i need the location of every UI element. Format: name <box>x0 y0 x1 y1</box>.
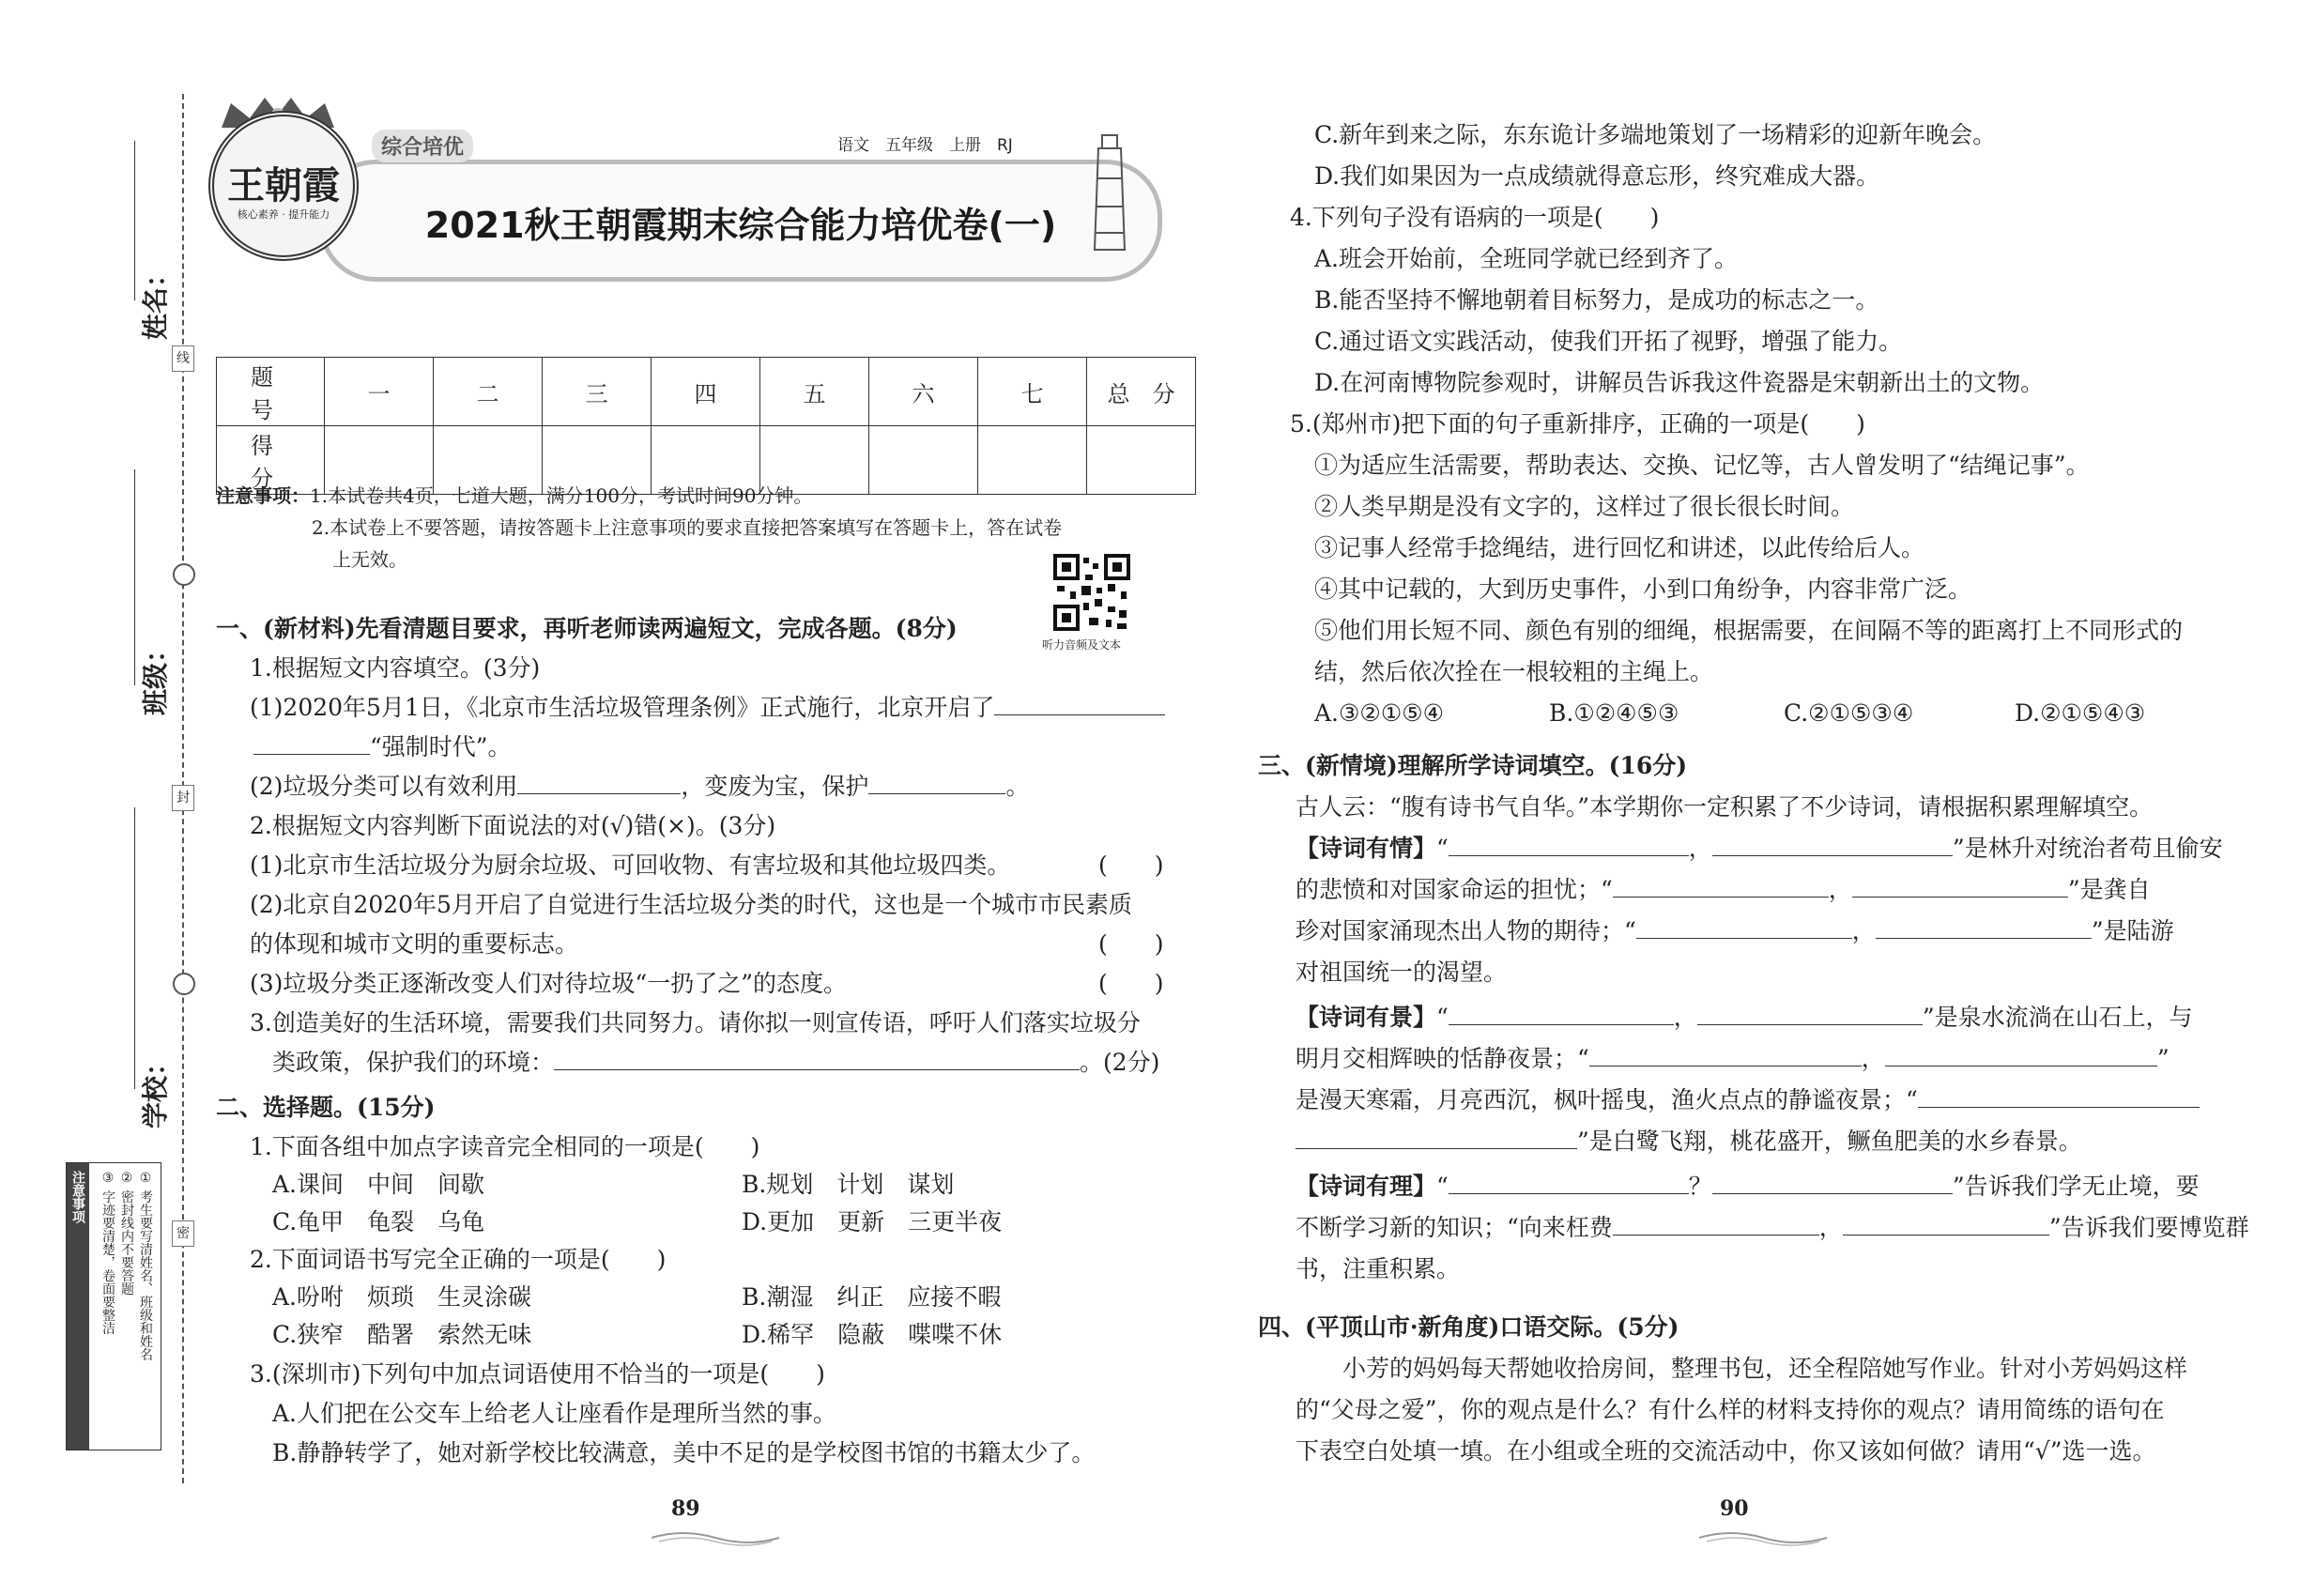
judge-paren[interactable]: ( ) <box>1098 970 1164 997</box>
judge-paren[interactable]: ( ) <box>1098 852 1164 879</box>
class-label: 班级： <box>140 636 172 716</box>
score-cell: 得 分 <box>217 426 325 495</box>
score-cell: 题 号 <box>217 358 325 426</box>
choice-1: 1.下面各组中加点字读音完全相同的一项是( ) <box>250 1133 760 1160</box>
score-table-header-row <box>217 358 1196 426</box>
page-number-right: 90 <box>1720 1496 1749 1521</box>
choice-option[interactable]: A.班会开始前，全班同学就已经到齐了。 <box>1314 245 1739 272</box>
choice-option[interactable]: A.人们把在公交车上给老人让座看作是理所当然的事。 <box>272 1400 837 1427</box>
score-input-cell[interactable] <box>1087 426 1196 495</box>
section-4-text: 的“父母之爱”，你的观点是什么？有什么样的材料支持你的观点？请用简练的语句在 <box>1296 1396 2165 1423</box>
score-table <box>216 357 1196 495</box>
poem-text: ”是林升对统治者苟且偷安 <box>1952 835 2223 862</box>
poem-emotion-line-4: 对祖国统一的渴望。 <box>1296 959 1508 986</box>
question-1-2-end: 。 <box>1005 773 1030 800</box>
poem-text: 珍对国家涌现杰出人物的期待；“ <box>1296 917 1636 944</box>
question-3-end: 。(2分) <box>1080 1049 1160 1076</box>
quote-mark: “ <box>1436 1173 1449 1200</box>
poem-text: ”是泉水流淌在山石上，与 <box>1922 1004 2193 1031</box>
comma: ， <box>1818 1214 1843 1241</box>
choice-option[interactable]: C.新年到来之际，东东诡计多端地策划了一场精彩的迎新年晚会。 <box>1314 121 1997 148</box>
brand-logo <box>208 111 359 261</box>
comma: ， <box>1861 1045 1885 1072</box>
score-cell: 五 <box>760 358 869 426</box>
page-number-left: 89 <box>671 1496 700 1521</box>
answer-blank[interactable] <box>1296 1128 1577 1149</box>
answer-blank[interactable] <box>1589 1045 1862 1067</box>
section-2-title: 二、选择题。(15分) <box>216 1094 436 1121</box>
answer-blank[interactable] <box>994 694 1165 715</box>
choice-option[interactable]: B.规划 计划 谋划 <box>742 1171 955 1198</box>
comma: ， <box>1673 1004 1697 1031</box>
answer-blank[interactable] <box>1697 1004 1923 1025</box>
poem-emotion-line-1 <box>1296 832 2223 866</box>
qr-code-icon[interactable] <box>1053 554 1130 631</box>
side-notice-items <box>99 1171 155 1443</box>
question-3-cont <box>272 1046 1159 1080</box>
answer-blank[interactable] <box>1449 1004 1674 1025</box>
score-cell: 二 <box>434 358 543 426</box>
question-1-1-text: (1)2020年5月1日，《北京市生活垃圾管理条例》正式施行，北京开启了 <box>250 694 995 721</box>
poem-text: ”是龚自 <box>2067 876 2151 903</box>
section-4-text: 小芳的妈妈每天帮她收拾房间，整理书包，还全程陪她写作业。针对小芳妈妈这样 <box>1342 1355 2188 1382</box>
poem-reason-line-3: 书，注重积累。 <box>1296 1255 1461 1282</box>
judge-paren[interactable]: ( ) <box>1098 930 1164 958</box>
comma: ， <box>1688 835 1712 862</box>
brand-logo-sub: 核心素养 · 提升能力 <box>237 208 330 221</box>
notes-line-2: 2.本试卷上不要答题，请按答题卡上注意事项的要求直接把答案填写在答题卡上，答在试卷 <box>312 516 1063 539</box>
poem-text: 明月交相辉映的恬静夜景；“ <box>1296 1045 1589 1072</box>
question-2: 2.根据短文内容判断下面说法的对(√)错(×)。(3分) <box>250 812 776 839</box>
poem-emotion-line-3 <box>1296 914 2174 948</box>
section-4-title: 四、(平顶山市·新角度)口语交际。(5分) <box>1258 1313 1679 1341</box>
section-tag: 综合培优 <box>372 130 473 162</box>
section-3-intro: 古人云：“腹有诗书气自华。”本学期你一定积累了不少诗词，请根据积累理解填空。 <box>1296 793 2154 821</box>
answer-blank[interactable] <box>1712 835 1953 856</box>
question-1: 1.根据短文内容填空。(3分) <box>250 654 541 682</box>
notes-label: 注意事项： <box>216 484 310 507</box>
choice-option[interactable]: D.在河南博物院参观时，讲解员告诉我这件瓷器是宋朝新出土的文物。 <box>1314 369 2045 396</box>
answer-blank[interactable] <box>1636 917 1852 939</box>
notes-line-1 <box>216 479 812 513</box>
side-notice-item: ② 密封线内不要答题 <box>119 1171 134 1296</box>
question-1-1-cont <box>253 730 512 764</box>
section-1-title: 一、(新材料)先看清题目要求，再听老师读两遍短文，完成各题。(8分) <box>216 615 958 642</box>
sentence-item: ①为适应生活需要，帮助表达、交换、记忆等，古人曾发明了“结绳记事”。 <box>1314 452 2090 479</box>
sentence-item-cont: 结，然后依次拴在一根较粗的主绳上。 <box>1314 658 1714 685</box>
poem-scene-line-4 <box>1296 1125 2082 1159</box>
poem-text: 不断学习新的知识；“向来枉费 <box>1296 1214 1613 1241</box>
school-line <box>134 807 135 1089</box>
quote-mark: “ <box>1436 835 1449 862</box>
answer-blank[interactable] <box>1843 1214 2049 1235</box>
page-title: 2021秋王朝霞期末综合能力培优卷(一) <box>424 205 1057 246</box>
qr-caption: 听力音频及文本 <box>1042 638 1122 652</box>
choice-option[interactable]: D.更加 更新 三更半夜 <box>742 1208 1003 1235</box>
brand-logo-name: 王朝霞 <box>227 163 340 207</box>
sentence-item: ⑤他们用长短不同、颜色有别的细绳，根据需要，在间隔不等的距离打上不同形式的 <box>1314 617 2184 644</box>
poem-text: ”是白鹭飞翔，桃花盛开，鳜鱼肥美的水乡春景。 <box>1577 1128 2082 1155</box>
question-3-text: 类政策，保护我们的环境： <box>272 1049 555 1076</box>
answer-blank[interactable] <box>868 773 1005 794</box>
question-2-1: (1)北京市生活垃圾分为厨余垃圾、可回收物、有害垃圾和其他垃圾四类。 <box>250 852 1011 879</box>
poem-reason-line-2 <box>1296 1211 2249 1245</box>
choice-option[interactable]: B.静静转学了，她对新学校比较满意，美中不足的是学校图书馆的书籍太少了。 <box>272 1439 1096 1466</box>
cut-mark-seal: 封 <box>172 785 194 811</box>
poem-text: ” <box>2156 1045 2170 1072</box>
poem-reason-label: 【诗词有理】 <box>1296 1173 1437 1200</box>
poem-scene-line-1 <box>1296 1001 2193 1035</box>
score-cell: 总 分 <box>1087 358 1196 426</box>
score-cell: 七 <box>978 358 1087 426</box>
choice-2: 2.下面词语书写完全正确的一项是( ) <box>250 1246 667 1273</box>
poem-scene-line-3 <box>1296 1083 2200 1117</box>
section-3-title: 三、(新情境)理解所学诗词填空。(16分) <box>1258 752 1688 779</box>
poem-text: ”是陆游 <box>2091 917 2174 944</box>
choice-option[interactable]: D.稀罕 隐蔽 喋喋不休 <box>742 1321 1003 1348</box>
choice-option[interactable]: A.吩咐 烦琐 生灵涂碳 <box>272 1283 532 1311</box>
poem-scene-line-2 <box>1296 1042 2170 1076</box>
question-3: 3.创造美好的生活环境，需要我们共同努力。请你拟一则宣传语，呼吁人们落实垃圾分 <box>250 1009 1141 1036</box>
question-1-1-tail: “强制时代”。 <box>370 733 512 760</box>
lighthouse-icon <box>1089 131 1130 253</box>
binding-hole-icon <box>173 973 195 995</box>
comma: ， <box>1828 876 1852 903</box>
score-cell: 四 <box>652 358 760 426</box>
side-notice-item: ③ 字迹要清楚，卷面要整洁 <box>100 1171 115 1335</box>
choice-option[interactable]: B.①②④⑤③ <box>1549 699 1679 727</box>
side-notice-head: 注意事项 <box>70 1171 85 1223</box>
answer-blank[interactable] <box>1852 876 2068 898</box>
question-1-2-text: (2)垃圾分类可以有效利用 <box>250 773 518 800</box>
question-1-1 <box>250 691 1165 725</box>
cut-mark-line: 线 <box>172 345 194 372</box>
subject-info: 语文 五年级 上册 RJ <box>837 136 1013 155</box>
choice-option[interactable]: D.我们如果因为一点成绩就得意忘形，终究难成大器。 <box>1314 162 1880 190</box>
choice-3: 3.(深圳市)下列句中加点词语使用不恰当的一项是( ) <box>250 1360 825 1388</box>
choice-option[interactable]: A.课间 中间 间歇 <box>272 1171 485 1198</box>
answer-blank[interactable] <box>1449 1173 1689 1194</box>
comma: ， <box>1851 917 1876 944</box>
score-input-cell[interactable] <box>869 426 978 495</box>
question-2-2: (2)北京自2020年5月开启了自觉进行生活垃圾分类的时代，这也是一个城市市民素质 <box>250 891 1132 918</box>
binding-hole-icon <box>173 563 195 586</box>
notes-text: 1.本试卷共4页，七道大题，满分100分，考试时间90分钟。 <box>310 484 813 507</box>
answer-blank[interactable] <box>554 1049 1080 1070</box>
poem-text: 是漫天寒霜，月亮西沉，枫叶摇曳，渔火点点的静谧夜景；“ <box>1296 1086 1918 1113</box>
title-banner <box>319 160 1162 282</box>
side-notice-item: ① 考生要写清姓名、班级和姓名 <box>138 1171 153 1361</box>
question-1-2 <box>250 770 1029 804</box>
poem-scene-label: 【诗词有景】 <box>1296 1004 1437 1031</box>
score-cell: 六 <box>869 358 978 426</box>
choice-option[interactable]: B.潮湿 纠正 应接不暇 <box>742 1283 1002 1311</box>
cut-mark-secret: 密 <box>172 1220 194 1247</box>
choice-option[interactable]: C.通过语文实践活动，使我们开拓了视野，增强了能力。 <box>1314 328 1903 355</box>
choice-option[interactable]: C.狭窄 酷署 索然无味 <box>272 1321 532 1348</box>
answer-blank[interactable] <box>1876 917 2092 939</box>
answer-blank[interactable] <box>1712 1173 1953 1194</box>
poem-emotion-line-2 <box>1296 873 2151 907</box>
poem-text: ”告诉我们要博览群 <box>2048 1214 2249 1241</box>
choice-option[interactable]: C.②①⑤③④ <box>1784 699 1914 727</box>
sentence-item: ③记事人经常手捻绳结，进行回忆和讲述，以此传给后人。 <box>1314 534 1925 561</box>
score-cell: 三 <box>543 358 652 426</box>
poem-emotion-label: 【诗词有情】 <box>1296 835 1437 862</box>
notes-line-3: 上无效。 <box>332 548 407 571</box>
score-input-cell[interactable] <box>978 426 1087 495</box>
choice-option[interactable]: D.②①⑤④③ <box>2015 699 2146 727</box>
section-4-text: 下表空白处填一填。在小组或全班的交流活动中，你又该如何做？请用“√”选一选。 <box>1296 1437 2156 1465</box>
side-notice-box <box>66 1162 161 1450</box>
choice-option[interactable]: A.③②①⑤④ <box>1314 699 1445 727</box>
answer-blank[interactable] <box>1918 1086 2200 1108</box>
answer-blank[interactable] <box>253 733 370 755</box>
sentence-item: ④其中记载的，大到历史事件，小到口角纷争，内容非常广泛。 <box>1314 575 1972 603</box>
poem-text: 的悲愤和对国家命运的担忧；“ <box>1296 876 1613 903</box>
poem-reason-line-1 <box>1296 1170 2200 1204</box>
quote-mark: “ <box>1436 1004 1449 1031</box>
choice-4: 4.下列句子没有语病的一项是( ) <box>1290 204 1660 231</box>
answer-blank[interactable] <box>1885 1045 2157 1067</box>
choice-5: 5.(郑州市)把下面的句子重新排序，正确的一项是( ) <box>1290 410 1865 437</box>
question-2-3: (3)垃圾分类正逐渐改变人们对待垃圾“一扔了之”的态度。 <box>250 970 847 997</box>
school-label: 学校： <box>140 1049 172 1129</box>
answer-blank[interactable] <box>517 773 681 794</box>
question-mark: ？ <box>1688 1173 1712 1200</box>
choice-option[interactable]: C.龟甲 龟裂 乌龟 <box>272 1208 485 1235</box>
ornament-icon <box>1697 1528 1829 1547</box>
score-cell: 一 <box>325 358 434 426</box>
question-2-2-cont: 的体现和城市文明的重要标志。 <box>250 930 579 958</box>
poem-text: ”告诉我们学无止境，要 <box>1952 1173 2200 1200</box>
name-label: 姓名： <box>140 260 172 341</box>
sentence-item: ②人类早期是没有文字的，这样过了很长很长时间。 <box>1314 493 1855 520</box>
question-1-2-mid: ，变废为宝，保护 <box>681 773 869 800</box>
answer-blank[interactable] <box>1613 1214 1819 1235</box>
ornament-icon <box>650 1528 781 1547</box>
choice-option[interactable]: B.能否坚持不懈地朝着目标努力，是成功的标志之一。 <box>1314 286 1879 314</box>
answer-blank[interactable] <box>1613 876 1829 898</box>
answer-blank[interactable] <box>1449 835 1689 856</box>
